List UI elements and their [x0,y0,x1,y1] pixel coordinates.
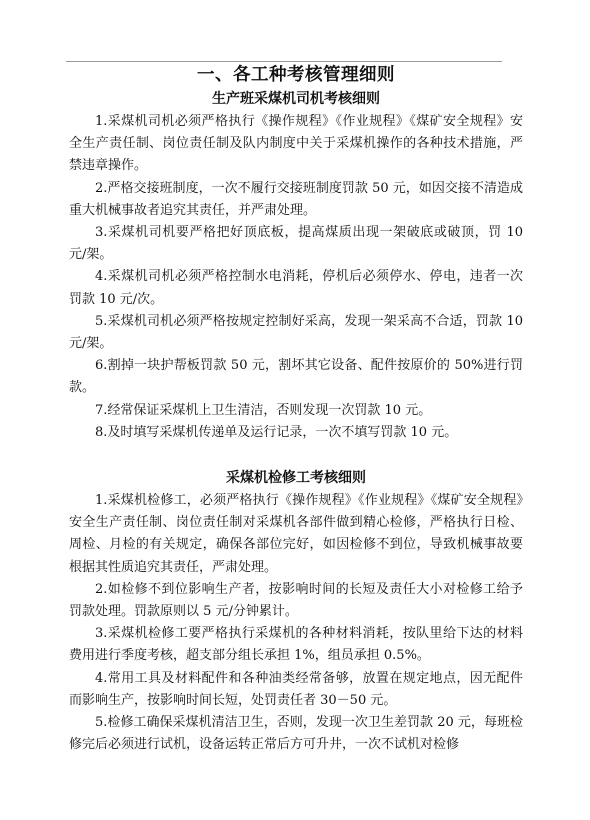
paragraph: 1.采煤机检修工，必须严格执行《操作规程》《作业规程》《煤矿安全规程》安全生产责任制、岗位责任制对采煤机各部件做到精心检修，严格执行日检、周检、月检的有关规定，确保各部位完好，如因检修不到位，导致机械事故要根据其性质追究其责任，严肃处理。 [69,493,523,575]
paragraph: 6.割掉一块护帮板罚款 50 元，割坏其它设备、配件按原价的 50%进行罚款。 [69,358,523,396]
paragraph: 2.如检修不到位影响生产者，按影响时间的长短及责任大小对检修工给予罚款处理。罚款原则以 5 元/分钟累计。 [69,581,523,620]
section-spacer [69,444,523,467]
section-title-maintenance: 采煤机检修工考核细则 [226,470,366,487]
section-driver [69,88,523,444]
main-title: 一、各工种考核管理细则 [197,65,395,85]
paragraph: 5.检修工确保采煤机清洁卫生，否则，发现一次卫生差罚款 20 元，每班检修完后必须进行试机，设备运转正常后方可升井，一次不试机对检修 [69,715,523,753]
document-body [69,62,523,756]
paragraph: 2.严格交接班制度，一次不履行交接班制度罚款 50 元，如因交接不清造成重大机械事故者追究其责任，并严肃处理。 [69,180,523,218]
paragraph: 4.常用工具及材料配件和各种油类经常备够，放置在规定地点，因无配件而影响生产，按影响时间长短，处罚责任者 30－50 元。 [69,670,523,708]
paragraph: 4.采煤机司机必须严格控制水电消耗，停机后必须停水、停电，违者一次罚款 10 元/次。 [69,269,523,307]
paragraph: 3.采煤机检修工要严格执行采煤机的各种材料消耗，按队里给下达的材料费用进行季度考核，超支部分组长承担 1%，组员承担 0.5%。 [69,626,523,664]
paragraph: 1.采煤机司机必须严格执行《操作规程》《作业规程》《煤矿安全规程》安全生产责任制、岗位责任制及队内制度中关于采煤机操作的各种技术措施，严禁违章操作。 [69,114,523,174]
section-maintenance [69,467,523,756]
paragraph: 8.及时填写采煤机传递单及运行记录，一次不填写罚款 10 元。 [95,424,458,440]
section-title-driver: 生产班采煤机司机考核细则 [212,91,380,107]
paragraph: 7.经常保证采煤机上卫生清洁，否则发现一次罚款 10 元。 [95,402,432,418]
paragraph: 3.采煤机司机要严格把好顶底板，提高煤质出现一架破底或破顶，罚 10 元/架。 [69,225,523,263]
paragraph: 5.采煤机司机必须严格按规定控制好采高，发现一架采高不合适，罚款 10 元/架。 [69,313,523,352]
